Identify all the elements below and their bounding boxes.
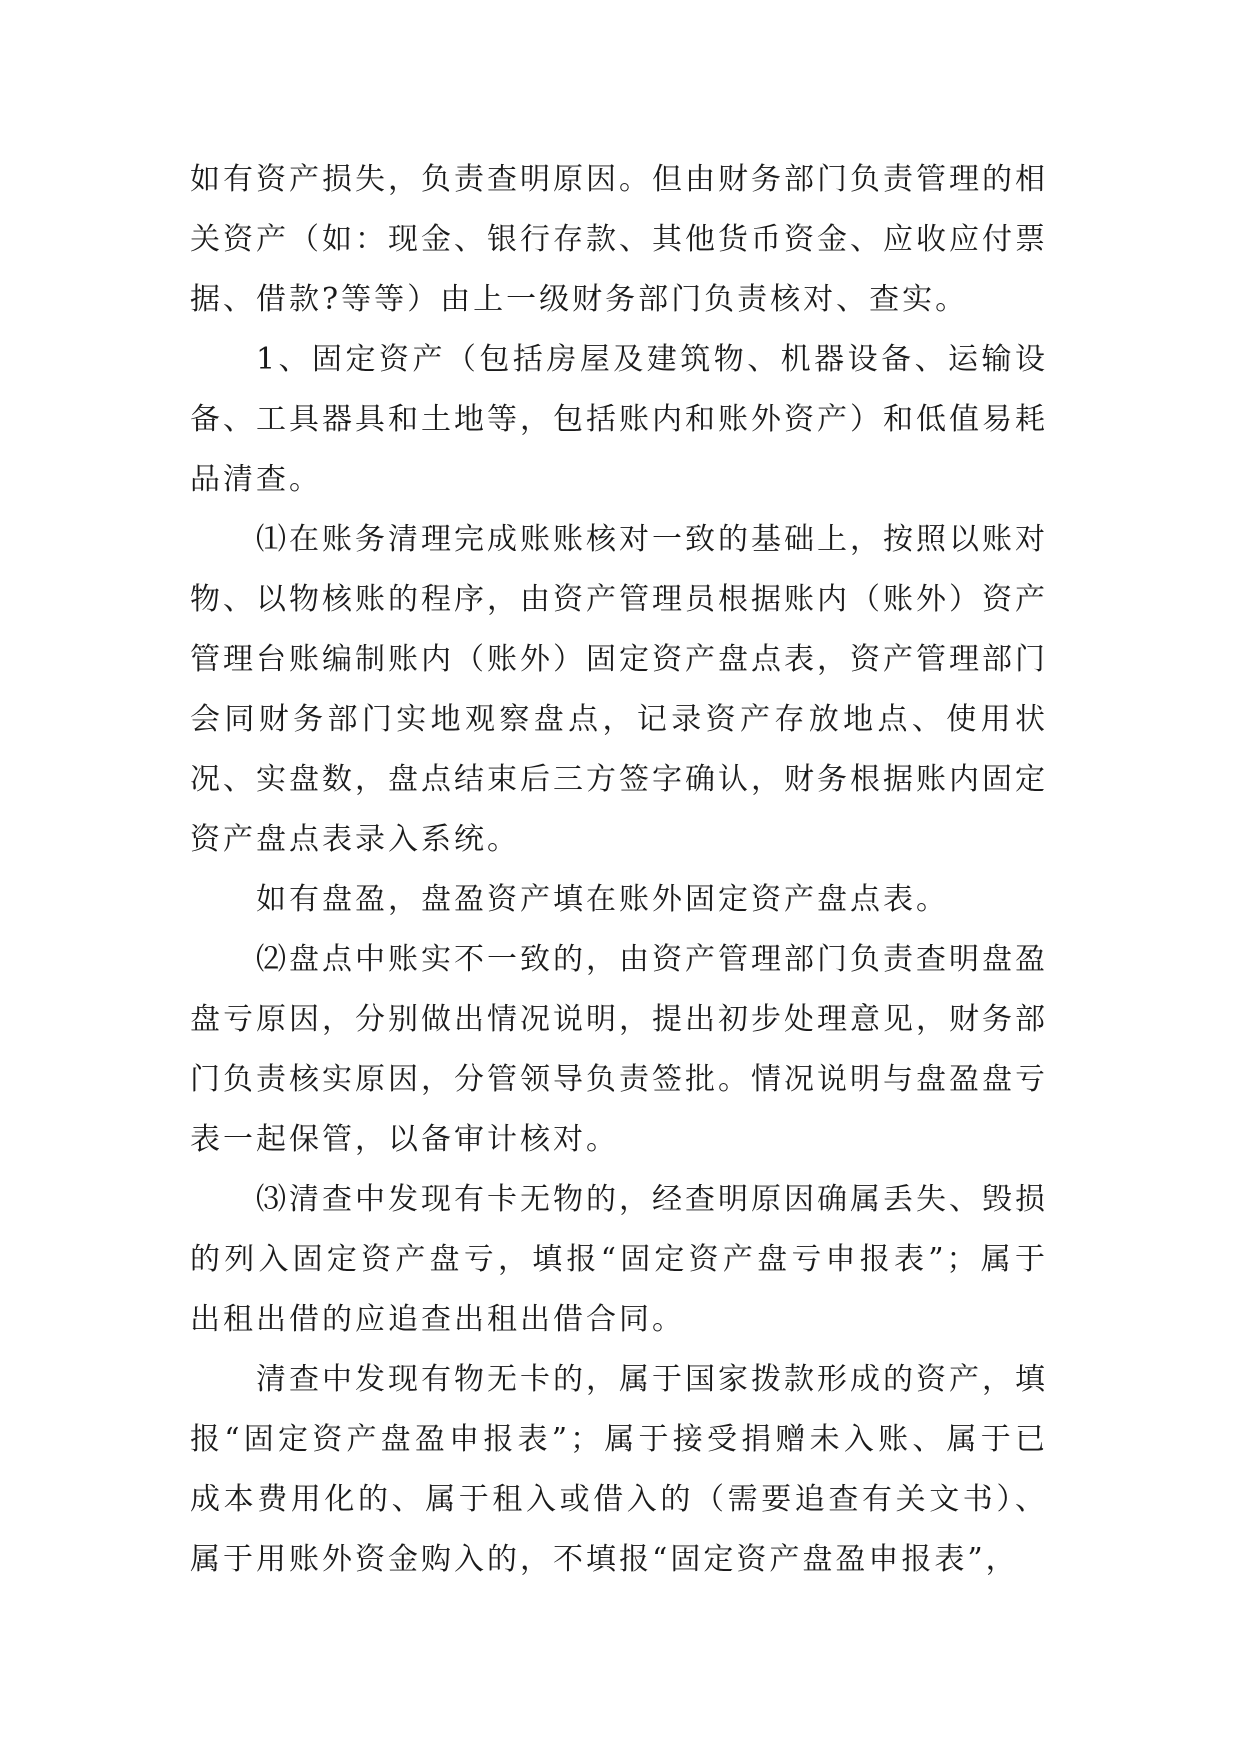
paragraph-surplus-note: 如有盘盈，盘盈资产填在账外固定资产盘点表。 <box>256 882 949 917</box>
paragraph-item-2: ⑵盘点中账实不一致的，由资产管理部门负责查明盘盈盘亏原因，分别做出情况说明，提出初步处理意见，财务部门负责核实原因，分管领导负责签批。情况说明与盘盈盘亏表一起保管，以备审计核对。 <box>190 942 1048 1157</box>
paragraph-item-1: ⑴在账务清理完成账账核对一致的基础上，按照以账对物、以物核账的程序，由资产管理员根据账内（账外）资产管理台账编制账内（账外）固定资产盘点表，资产管理部门会同财务部门实地观察盘点，记录资产存放地点、使用状况、实盘数，盘点结束后三方签字确认，财务根据账内固定资产盘点表录入系统。 <box>190 522 1048 857</box>
paragraph-item-3: ⑶清查中发现有卡无物的，经查明原因确属丢失、毁损的列入固定资产盘亏，填报“固定资产盘亏申报表”；属于出租出借的应追查出租出借合同。 <box>190 1182 1048 1337</box>
paragraph-asset-loss: 如有资产损失，负责查明原因。但由财务部门负责管理的相关资产（如：现金、银行存款、其他货币资金、应收应付票据、借款?等等）由上一级财务部门负责核对、查实。 <box>190 162 1048 317</box>
paragraph-no-card-assets: 清查中发现有物无卡的，属于国家拨款形成的资产，填报“固定资产盘盈申报表”；属于接受捐赠未入账、属于已成本费用化的、属于租入或借入的（需要追查有关文书）、属于用账外资金购入的，不填报“固定资产盘盈申报表”， <box>190 1362 1048 1577</box>
paragraph-fixed-assets-heading: 1、固定资产（包括房屋及建筑物、机器设备、运输设备、工具器具和土地等，包括账内和账外资产）和低值易耗品清查。 <box>190 342 1048 497</box>
document-body <box>190 150 1048 1590</box>
